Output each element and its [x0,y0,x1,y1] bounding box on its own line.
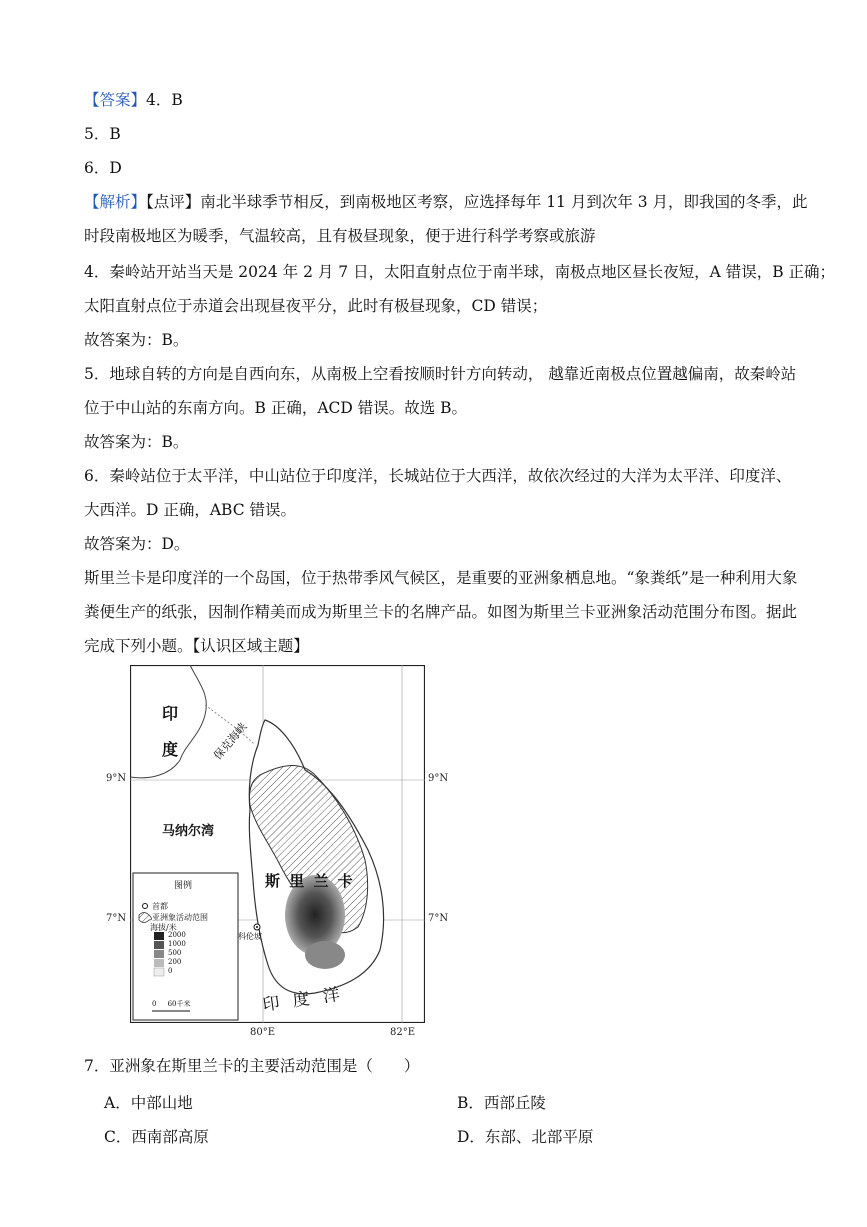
q5-answer: 故答案为：B。 [84,433,189,451]
elev-2000-swatch [154,932,164,940]
elev-0: 0 [168,967,173,975]
analysis-intro-1: 【点评】南北半球季节相反，到南极地区考察，应选择每年 11 月到次年 3 月，即我国的冬季，此 [146,193,808,211]
question-7-stem: 7．亚洲象在斯里兰卡的主要活动范围是（ ） [84,1057,420,1075]
analysis-intro-2: 时段南极地区为暖季，气温较高，且有极昼现象，便于进行科学考察或旅游 [84,227,596,245]
southern-hills [305,941,345,969]
lon-80-bottom: 80°E [250,1027,276,1038]
lon-82-bottom: 82°E [390,1027,416,1038]
answer-6: 6．D [84,159,122,177]
answer-tag: 【答案】 [84,91,147,109]
answer-label [84,90,183,110]
answer-4: 4．B [146,91,183,109]
analysis-tag: 【解析】 [84,193,147,211]
legend-range: 亚洲象活动范围 [152,913,208,922]
label-palk-strait: 保克海峡 [211,720,250,763]
q6-answer: 故答案为：D。 [84,535,190,553]
option-a[interactable]: A．中部山地 [104,1094,193,1112]
label-india-2: 度 [162,740,179,759]
elev-1000: 1000 [168,940,186,948]
answer-5: 5．B [84,125,121,143]
label-sri-lanka: 斯 里 兰 卡 [265,872,355,890]
legend-elev-title: 海拔/米 [150,923,177,932]
elev-500: 500 [168,949,182,957]
option-b[interactable]: B．西部丘陵 [457,1094,546,1112]
lat-9-right: 9°N [428,773,449,784]
elev-2000: 2000 [168,931,186,939]
lat-7-right: 7°N [428,913,449,924]
q6-explain-2: 大西洋。D 正确，ABC 错误。 [84,501,297,519]
analysis-intro [84,192,808,212]
label-colombo: 科伦坡 [238,932,262,941]
label-indian-ocean: 印 度 洋 [261,984,346,1016]
legend-capital: 首都 [152,902,168,911]
elev-200: 200 [168,958,182,966]
passage-2: 粪便生产的纸张，因制作精美而成为斯里兰卡的名牌产品。如图为斯里兰卡亚洲象活动范围分布图。据此 [84,603,798,621]
q4-explain-1: 4．秦岭站开站当天是 2024 年 2 月 7 日，太阳直射点位于南半球，南极点地区昼长夜短，A 错误，B 正确； [84,263,836,281]
q4-answer: 故答案为：B。 [84,331,189,349]
lat-9-left: 9°N [106,773,127,784]
option-d[interactable]: D．东部、北部平原 [457,1128,594,1146]
passage-3: 完成下列小题。【认识区域主题】 [84,637,309,655]
option-c[interactable]: C．西南部高原 [104,1128,209,1146]
label-india-1: 印 [162,704,179,723]
q5-explain-2: 位于中山站的东南方向。B 正确，ACD 错误。故选 B。 [84,399,468,417]
sri-lanka-elephant-map [130,665,425,1023]
lat-7-left: 7°N [106,913,127,924]
q4-explain-2: 太阳直射点位于赤道会出现昼夜平分，此时有极昼现象，CD 错误； [84,297,548,315]
legend-scale: 0 60千米 [152,1000,191,1008]
legend-elev-values [168,931,186,976]
label-gulf-mannar: 马纳尔湾 [162,824,215,839]
passage-1: 斯里兰卡是印度洋的一个岛国，位于热带季风气候区，是重要的亚洲象栖息地。“象粪纸”是一种利用大象 [84,569,798,587]
q6-explain-1: 6．秦岭站位于太平洋，中山站位于印度洋，长城站位于大西洋，故依次经过的大洋为太平洋、印度洋、 [84,467,792,485]
q5-explain-1: 5．地球自转的方向是自西向东，从南极上空看按顺时针方向转动， 越靠近南极点位置越偏南，故秦岭站 [84,365,797,383]
legend-title: 图例 [174,881,193,891]
